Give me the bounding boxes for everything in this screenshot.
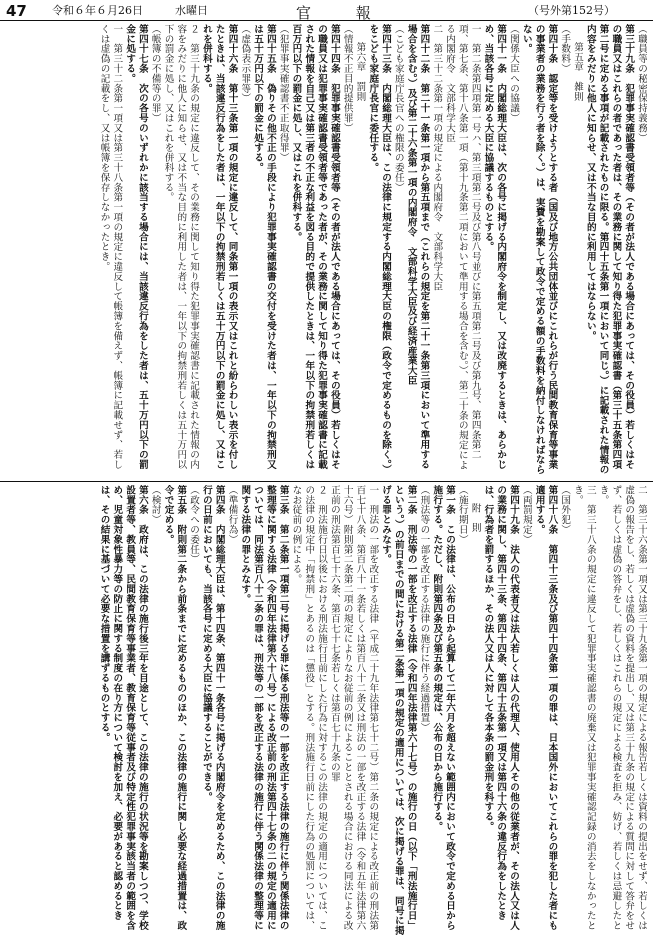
paragraph: 第四条 内閣総理大臣は、第十四条、第四十一条各号に掲げる内閣府令を定めるため、この法律の施行の日前においても、当該各号に定める大臣に協議することができる。 — [200, 485, 225, 931]
paragraph: （情報不正目的提供罪） — [341, 24, 353, 133]
paragraph: （検討） — [149, 485, 161, 525]
paragraph: 一 刑法の一部を改正する法律（平成二十九年法律第七十二号）第二条の規定による改正前の刑法第百七十八条、第百八十一条若しくは第百八十二条又は刑法の一部を改正する法律（令和五年法律第六十六号）附則第二条第二項の規定によりなお従前の例によることとされる場合における同法による改正前の刑法第百七十六条、第百七十七条若しくは第百七十九条の罪 — [328, 485, 379, 931]
paragraph: （国外犯） — [559, 485, 571, 535]
paragraph: 第五条 附則第二条から前条までに定めるもののほか、この法律の施行に関し必要な経過措置は、政令で定める。 — [162, 485, 187, 931]
paragraph: 二 第三十二条第一項の規定による内閣府令 文部科学大臣 — [431, 24, 443, 292]
paragraph: 第二条 刑法等の一部を改正する法律（令和四年法律第六十七号）の施行の日（以下「刑法施行日」という。）の前日までの間における第二条第一項の規定の適用については、次に掲げる罪は、同号に掲げる罪とみなす。 — [380, 485, 417, 936]
chapter-heading: 附 則 — [469, 503, 481, 533]
paragraph: （政令への委任） — [188, 485, 200, 565]
paragraph: 第一条 この法律は、公布の日から起算して二年六月を超えない範囲内において政令で定める日から施行する。ただし、附則第四条及び第五条の規定は、公布の日から施行する。 — [431, 485, 456, 931]
paragraph: 二 第三十六条第一項又は第三十九条第一項の規定による報告若しくは資料の提出をせず、若しくは虚偽の報告をし、若しくは虚偽の資料を提出し、又は第三十九条の規定による質問に対して答弁をせず、若しくは虚偽の答弁をし、若しくはこれらの規定による検査を拒み、妨げ、若しくは忌避したとき。 — [597, 485, 647, 931]
chapter-heading: 第五章 雑則 — [572, 42, 584, 102]
paragraph: 第三条 第二条第一項第二号に掲げる罪に係る刑法等の一部を改正する法律の施行に伴う関係法律の整理等に関する法律（令和四年法律第六十八号）による改正前の刑法第四十七条の二の規定の適用については、同法第百八十二条の罪は、刑法等の一部を改正する法律の施行に伴う関係法律の整理等に関する法律の罪とみなす。 — [239, 485, 289, 931]
paragraph: （犯罪事実確認書不正取得罪） — [277, 24, 289, 163]
publication-date: 令和６年６月26日 — [52, 4, 143, 17]
chapter-heading: 第六章 罰則 — [354, 42, 366, 102]
paragraph: 第四十三条 内閣総理大臣は、この法律に規定する内閣総理大臣の権限（政令で定めるものを除く。）をこども家庭庁長官に委任する。 — [367, 24, 392, 475]
paragraph: （帳簿の不備等の罪） — [149, 24, 161, 123]
paragraph: 三 第三十八条の規定に違反して犯罪事実確認書の廃棄又は犯罪事実確認記録の消去をしなかったとき。 — [572, 485, 596, 931]
paragraph: 第四十七条 次の各号のいずれかに該当する場合には、当該違反行為をした者は、五十万円以下の罰金に処する。 — [124, 24, 148, 470]
paragraph: ２ 第三十九条の規定に違反して、その業務に関して知り得た犯罪事実確認書に記載された情報の内容をみだりに他人に知らせ、又は不当な目的に利用した者は、一年以下の拘禁刑若しくは五十万円以下の罰金に処し、又はこれを併科する。 — [162, 24, 200, 470]
paragraph: 一 第三十二条第一項又は第三十八条第一項の規定に違反して帳簿を備えず、帳簿に記載せず、若しくは虚偽の記載をし、又は帳簿を保存しなかったとき。 — [98, 24, 123, 470]
lower-text-block — [6, 485, 647, 937]
paragraph: 第六条 政府は、この法律の施行後三年を目途として、この法律の施行の状況等を勘案しつつ、学校設置者等、教員等、民間教育保育等事業者、教育保育等従事者及び特定性犯罪事実該当者の範囲を含め、児童対象性暴力等の防止に関する制度の在り方について検討を加え、必要があると認めるときは、その結果に基づいて必要な措置を講ずるものとする。 — [98, 485, 148, 931]
paragraph: 第四十六条 第十三条第一項の規定に違反して、同条第一項の表示又はこれと紛らわしい表示を付したときは、当該違反行為をした者は、一年以下の拘禁刑若しくは五十万円以下の罰金に処し、又はこれを併科する。 — [200, 24, 238, 470]
gazette-title: 官 報 — [296, 4, 391, 22]
upper-text-block — [6, 24, 647, 477]
paragraph: 一 第二条第四項第一号ハ、第三項第二号及び第八号並びに第五項第二号及び第九号、第四条第二項、第七条、第十八条第一項（第十九条第二項において準用する場合を含む。）、第二十条の規定による内閣府令 文部科学大臣 — [444, 24, 481, 470]
paragraph: （関係大臣への協議） — [508, 24, 520, 123]
paragraph: 第四十一条 内閣総理大臣は、次の各号に掲げる内閣府令を制定し、又は改廃するときは、あらかじめ、当該各号に定める大臣に協議するものとする。 — [482, 24, 507, 470]
paragraph: （刑法等の一部を改正する法律の施行に伴う経過措置） — [418, 485, 430, 733]
section-divider — [0, 481, 653, 482]
header-rule — [0, 20, 653, 21]
issue-number: （号外第152号） — [528, 4, 615, 17]
paragraph: 第四十二条 第二十一条第一項から第五項まで（これらの規定を第二十一条第三項において準用する場合を含む。）及び第二十六条第一項の内閣府令 文部科学大臣及び経済産業大臣 — [405, 24, 430, 470]
paragraph: （施行期日） — [456, 485, 468, 545]
paragraph: ２ 刑法施行日以後における刑法施行日前にした行為に対するこの法律の規定の適用については、この法律の規定中「拘禁刑」とあるのは「懲役」とする。刑法施行日前にした行為の処罰については、なお従前の例による。 — [290, 485, 328, 931]
page-header — [0, 0, 653, 22]
paragraph: 第四十九条 法人の代表者又は法人若しくは人の代理人、使用人その他の従業者が、その法人又は人の業務に関し、第四十三条、第四十四条、第四十五条第一項又は第四十六条の違反行為をしたときは、行為者を罰するほか、その法人又は人に対して各本条の罰金刑を科する。 — [482, 485, 520, 931]
paragraph: 第四十八条 第四十三条及び第四十四条第一項の罪は、日本国外においてこれらの罪を犯した者にも適用する。 — [533, 485, 558, 931]
paragraph: 第四十条 認定等を受けようとする者（国及び地方公共団体並びにこれらが行う民間教育保育等事業の事業者の業務を行う者を除く。）は、実費を勘案して政令で定める額の手数料を納付しなければならない。 — [520, 24, 558, 475]
paragraph: （準備行為） — [226, 485, 238, 545]
paragraph: （虚偽表示罪等） — [239, 24, 251, 104]
weekday: 水曜日 — [175, 4, 208, 17]
paragraph: 第三十九条 犯罪事実確認書受領者等（その者が法人である場合にあっては、その役員）若しくはその職員又はこれらの者であった者は、その業務に関して知り得た犯罪事実確認書（第三十五条第四項第二号に定める事項が記載されたものに限る。第四十五条第一項において同じ。）に記載された情報の内容をみだりに他人に知らせ、又は不当な目的に利用してはならない。 — [584, 24, 635, 475]
paragraph: 第四十五条 偽りその他不正の手段により犯罪事実確認書の交付を受けた者は、一年以下の拘禁刑又は五十万円以下の罰金に処する。 — [252, 24, 276, 470]
paragraph: （職員等の秘密保持義務） — [636, 24, 647, 143]
paragraph: （こども家庭庁長官への権限の委任） — [392, 24, 404, 193]
paragraph: （手数料） — [559, 24, 571, 74]
page-number: 47 — [6, 2, 27, 20]
paragraph: （両罰規定） — [520, 485, 532, 545]
paragraph: 第四十四条 犯罪事実確認書受領者等（その者が法人である場合にあっては、その役員）若しくはその職員又は犯罪事実確認書受領者等であった者が、その業務に関して知り得た犯罪事実確認書に記載された情報を自己又は第三者の不正な利益を図る目的で提供したときは、一年以下の拘禁刑若しくは百万円以下の罰金に処し、又はこれを併科する。 — [290, 24, 340, 470]
